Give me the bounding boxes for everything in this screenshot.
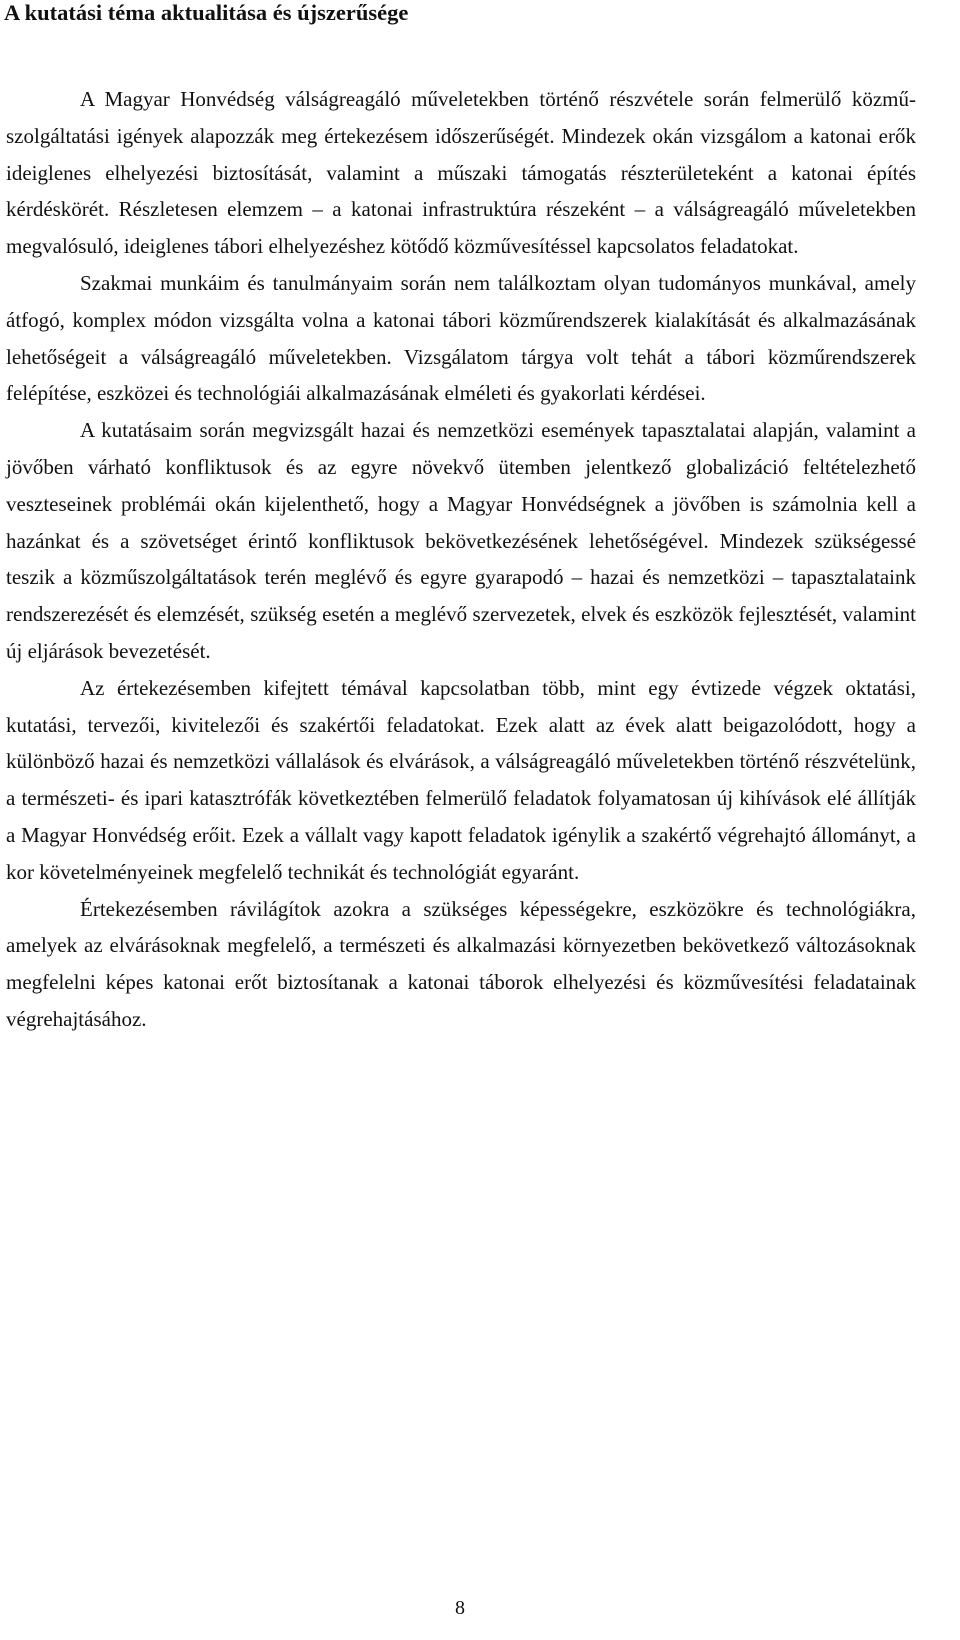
paragraph: Az értekezésemben kifejtett témával kapcsolatban több, mint egy évtizede végzek oktatási, kutatási, tervezői, kivitelezői és szakértői feladatokat. Ezek alatt az évek alatt beigazolódott, hogy a különböző hazai és nemzetközi vállalások és elvárások, a válságreagáló műveletekben történő részvételünk, a természeti- és ipari katasztrófák következtében felmerülő feladatok folyamatosan új kihívások elé állítják a Magyar Honvédség erőit. Ezek a vállalt vagy kapott feladatok igénylik a szakértő végrehajtó állományt, a kor követelményeinek megfelelő technikát és technológiát egyaránt. (6, 675, 916, 884)
page-number: 8 (455, 1597, 465, 1619)
paragraph: Szakmai munkáim és tanulmányaim során nem találkoztam olyan tudományos munkával, amely átfogó, komplex módon vizsgálta volna a katonai tábori közműrendszerek kialakítását és alkalmazásának lehetőségeit a válságreagáló műveletekben. Vizsgálatom tárgya volt tehát a tábori közműrendszerek felépítése, eszközei és technológiái alkalmazásának elméleti és gyakorlati kérdései. (6, 270, 916, 406)
paragraph: A Magyar Honvédség válságreagáló műveletekben történő részvétele során felmerülő közmű-szolgáltatási igények alapozzák meg értekezésem időszerűségét. Mindezek okán vizsgálom a katonai erők ideiglenes elhelyezési biztosítását, valamint a műszaki támogatás részterületeként a katonai építés kérdéskörét. Részletesen elemzem – a katonai infrastruktúra részeként – a válságreagáló műveletekben megvalósuló, ideiglenes tábori elhelyezéshez kötődő közművesítéssel kapcsolatos feladatokat. (6, 87, 916, 259)
body-text (6, 81, 916, 1038)
paragraph: Értekezésemben rávilágítok azokra a szükséges képességekre, eszközökre és technológiákra, amelyek az elvárásoknak megfelelő, a természeti és alkalmazási környezetben bekövetkező változásoknak megfelelni képes katonai erőt biztosítanak a katonai táborok elhelyezési és közművesítési feladatainak végrehajtásához. (6, 896, 916, 1031)
paragraph: A kutatásaim során megvizsgált hazai és nemzetközi események tapasztalatai alapján, valamint a jövőben várható konfliktusok és az egyre növekvő ütemben jelentkező globalizáció feltételezhető veszteseinek problémái okán kijelenthető, hogy a Magyar Honvédségnek a jövőben is számolnia kell a hazánkat és a szövetséget érintő konfliktusok bekövetkezésének lehetőségével. Mindezek szükségessé teszik a közműszolgáltatások terén meglévő és egyre gyarapodó – hazai és nemzetközi – tapasztalataink rendszerezését és elemzését, szükség esetén a meglévő szervezetek, elvek és eszközök fejlesztését, valamint új eljárások bevezetését. (6, 418, 916, 663)
section-heading: A kutatási téma aktualitása és újszerűsége (4, 0, 409, 25)
